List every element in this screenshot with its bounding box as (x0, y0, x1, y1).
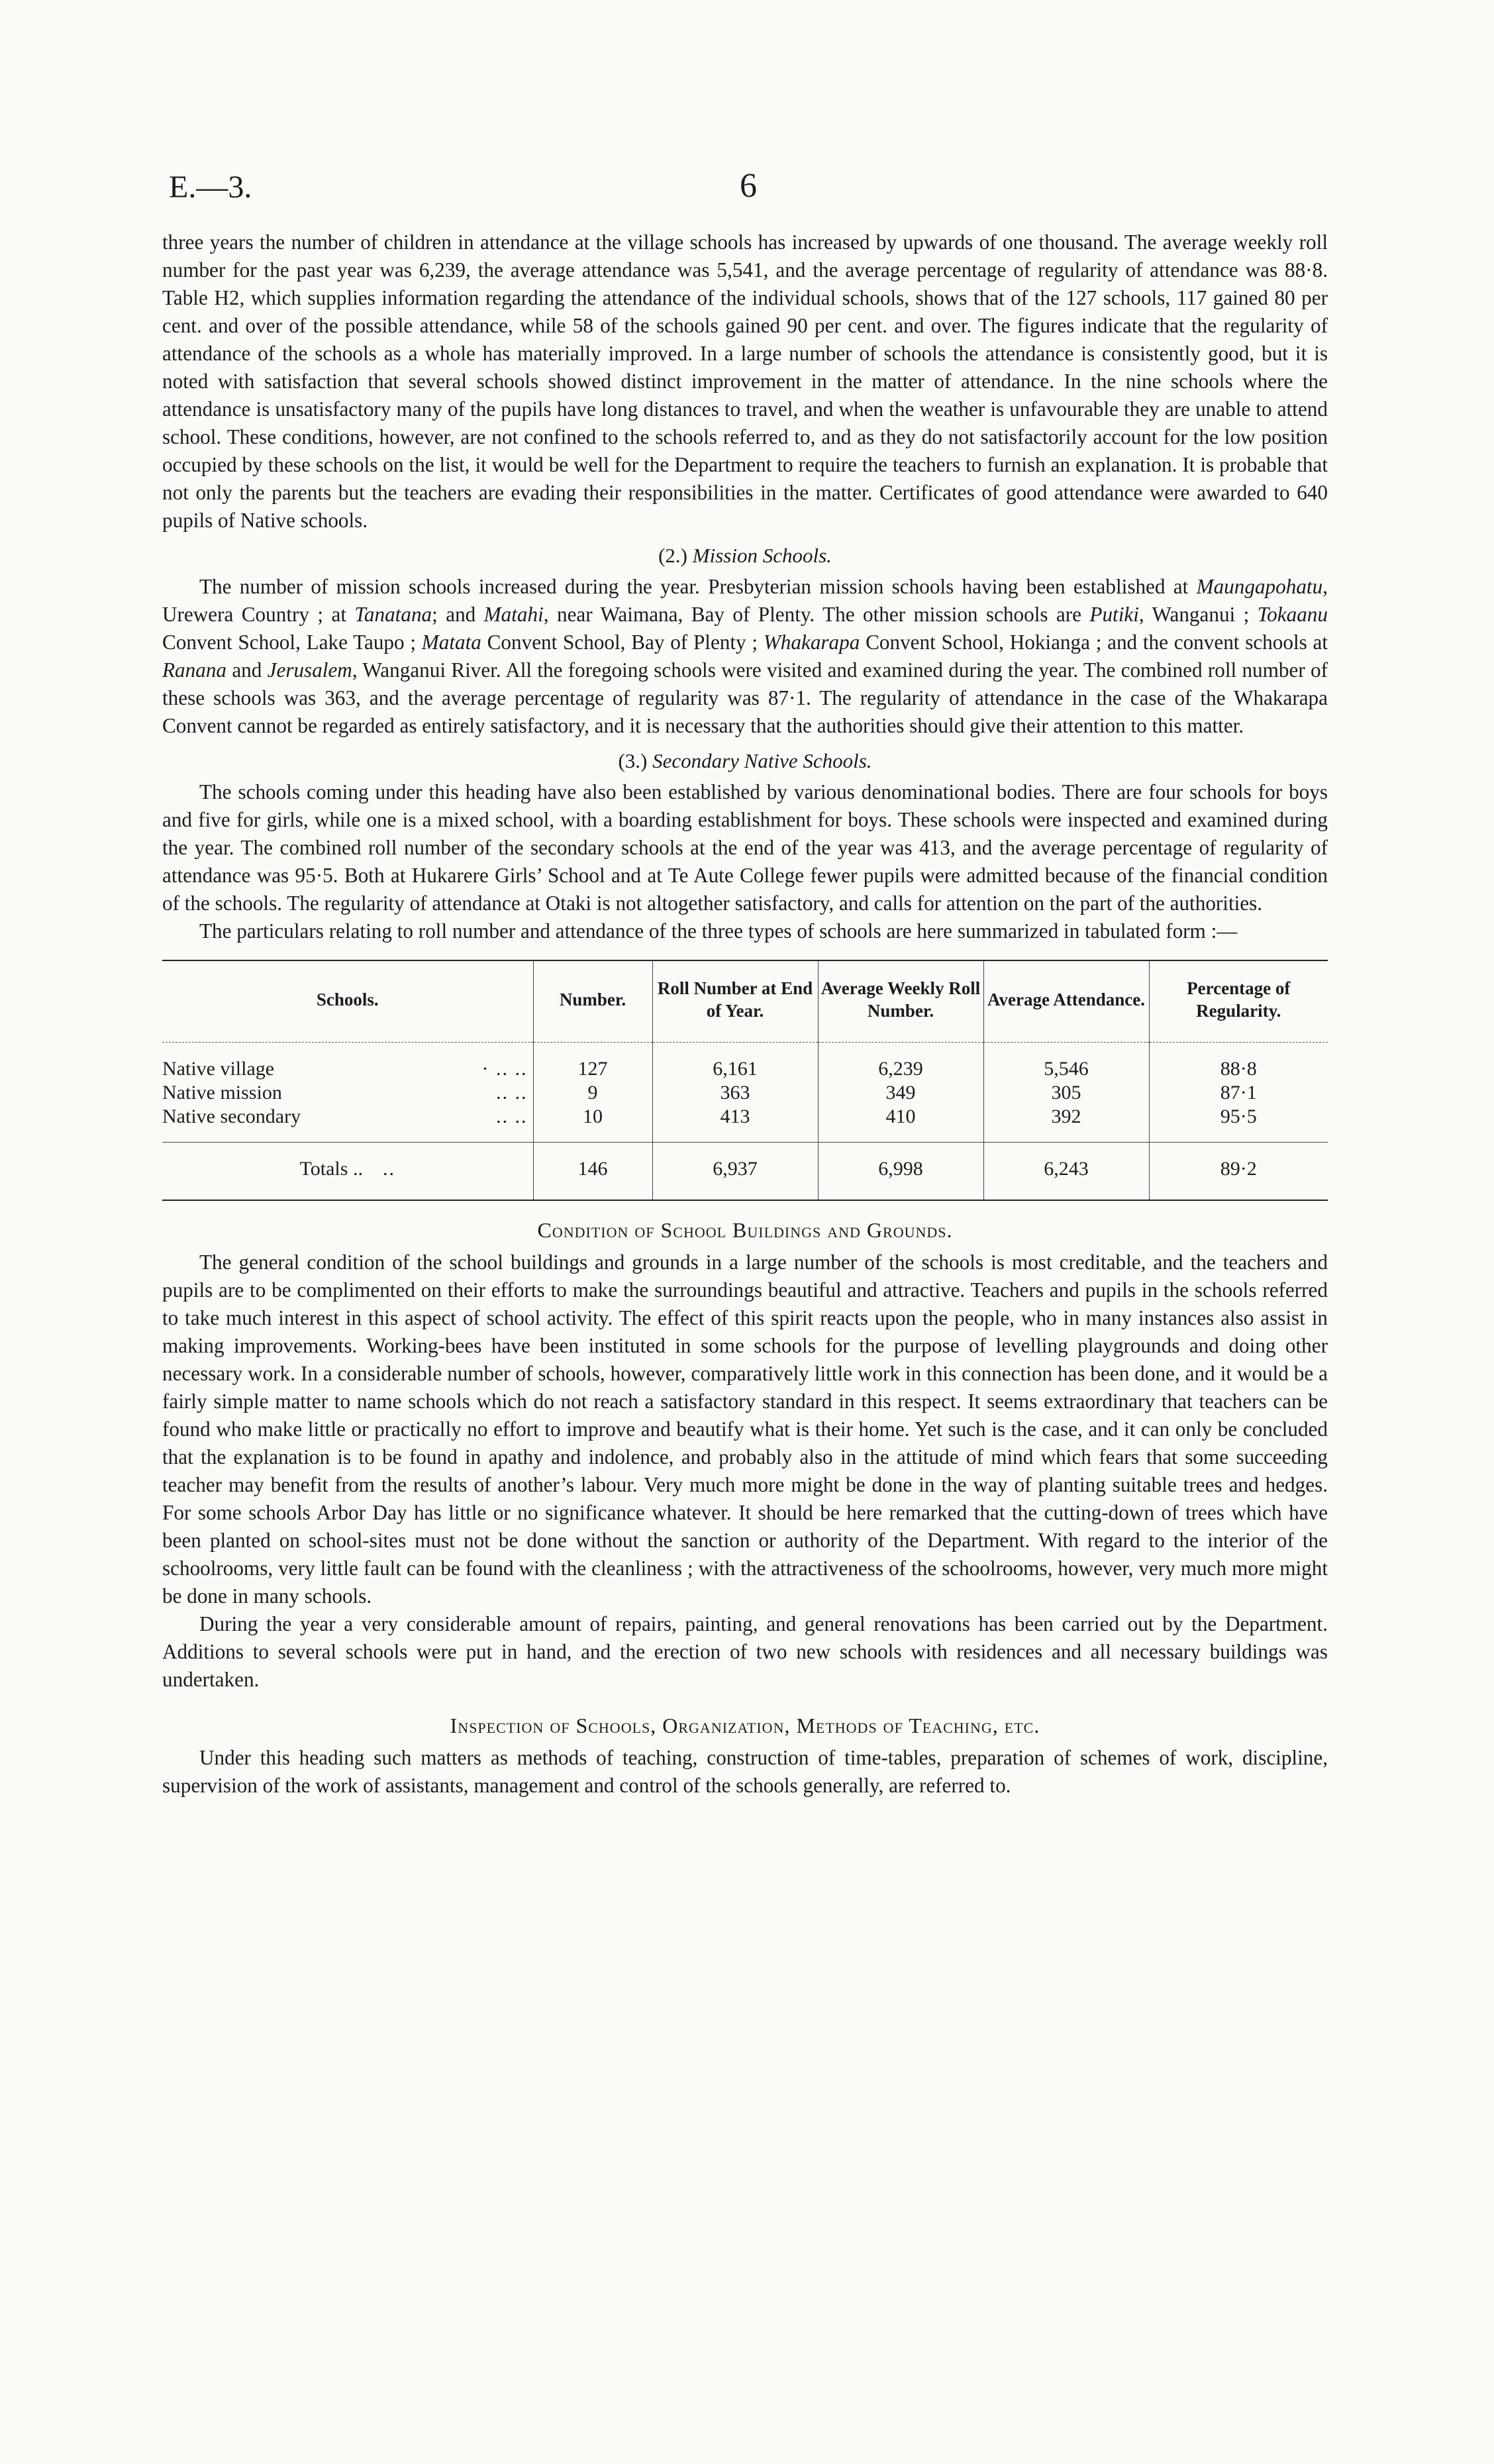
text-run: , near Waimana, Bay of Plenty. The other mission schools are (543, 603, 1090, 626)
place-name: Tokaanu (1257, 603, 1328, 626)
place-name: Ranana (162, 658, 227, 682)
totals-label: Totals .. (299, 1158, 363, 1180)
weekly-roll-cell: 6,998 (818, 1143, 983, 1201)
roll-cell: 6,161 (652, 1043, 818, 1082)
place-name: Matahi (483, 603, 544, 626)
number-cell: 9 (533, 1081, 652, 1105)
school-type-cell (162, 1081, 533, 1105)
text-run: The number of mission schools increased during the year. Presbyterian mission schools having been established at (199, 575, 1197, 598)
regularity-cell: 87·1 (1149, 1081, 1328, 1105)
school-type-cell (162, 1043, 533, 1082)
place-name: Maungapohatu (1196, 575, 1323, 598)
place-name: Jerusalem (267, 658, 352, 682)
roll-cell: 413 (652, 1105, 818, 1143)
mission-schools-paragraph (162, 573, 1328, 740)
document-reference: E.—3. (169, 170, 252, 205)
place-name: Putiki (1089, 603, 1139, 626)
repairs-paragraph: During the year a very considerable amount of repairs, painting, and general renovations has been carried out by the Department. Additions to several schools were put in hand, and the erection of two new schools with residences and all necessary buildings was undertaken. (162, 1612, 1328, 1691)
mission-heading-number: (2.) (658, 544, 688, 567)
school-type-cell (162, 1105, 533, 1143)
page-header (169, 169, 1328, 215)
totals-row (162, 1143, 1328, 1201)
weekly-roll-cell: 410 (818, 1105, 983, 1143)
place-name: Tanatana (354, 603, 432, 626)
text-run: , Urewera Country ; at (162, 575, 1328, 626)
text-run: Convent School, Hokianga ; and the convent schools at (860, 631, 1328, 654)
secondary-heading-number: (3.) (618, 749, 648, 772)
table-row (162, 1105, 1328, 1143)
inspection-paragraph: Under this heading such matters as methods of teaching, construction of time-tables, preparation of schemes of work, discipline, supervision of the work of assistants, management and control of the schools generally, are referred to. (162, 1746, 1328, 1797)
page-number: 6 (740, 167, 757, 205)
attendance-cell: 305 (983, 1081, 1149, 1105)
number-cell: 146 (533, 1143, 652, 1201)
number-cell: 127 (533, 1043, 652, 1082)
weekly-roll-cell: 349 (818, 1081, 983, 1105)
table-row (162, 1043, 1328, 1082)
buildings-paragraph: The general condition of the school buildings and grounds in a large number of the schools is most creditable, and the teachers and pupils are to be complimented on their efforts to make the surroundings beautiful and attractive. Teachers and pupils in the schools referred to take much interest in this aspect of school activity. The effect of this spirit reacts upon the people, who in many instances also assist in making improvements. Working-bees have been instituted in some schools for the purpose of levelling playgrounds and doing other necessary work. In a considerable number of schools, however, comparatively little work in this connection has been done, and it would be a fairly simple matter to name schools which do not reach a satisfactory standard in this respect. It seems extraordinary that teachers can be found who make little or practically no effort to improve and beautify what is their home. Yet such is the case, and it can only be concluded that the explanation is to be found in apathy and indolence, and probably also in the attitude of mind which fears that some succeeding teacher may benefit from the results of another’s labour. Very much more might be done in the way of planting suitable trees and hedges. For some schools Arbor Day has little or no significance whatever. It should be here remarked that the cutting-down of trees which have been planted on school-sites must not be done without the sanction or authority of the Department. With regard to the interior of the schoolrooms, very little fault can be found with the cleanliness ; with the attractiveness of the schoolrooms, however, very much more might be done in many schools. (162, 1251, 1328, 1608)
regularity-cell: 89·2 (1149, 1143, 1328, 1201)
column-header: Number. (533, 960, 652, 1043)
buildings-heading: Condition of School Buildings and Grounds. (537, 1218, 953, 1242)
leader-dots: .. .. (496, 1082, 528, 1104)
attendance-paragraph: three years the number of children in attendance at the village schools has increased by upwards of one thousand. The average weekly roll number for the past year was 6,239, the average attendance was 5,541, and the average percentage of regularity of attendance was 88·8. Table H2, which supplies information regarding the attendance of the individual schools, shows that of the 127 schools, 117 gained 80 per cent. and over of the possible attendance, while 58 of the schools gained 90 per cent. and over. The figures indicate that the regularity of attendance of the schools as a whole has materially improved. In a large number of schools the attendance is consistently good, but it is noted with satisfaction that several schools showed distinct improvement in the matter of attendance. In the nine schools where the attendance is unsatisfactory many of the pupils have long distances to travel, and when the weather is unfavourable they are unable to attend school. These conditions, however, are not confined to the schools referred to, and as they do not satisfactorily account for the low position occupied by these schools on the list, it would be well for the Department to require the teachers to furnish an explanation. It is probable that not only the parents but the teachers are evading their responsibilities in the matter. Certificates of good attendance were awarded to 640 pupils of Native schools. (162, 231, 1328, 532)
regularity-cell: 88·8 (1149, 1043, 1328, 1082)
place-name: Whakarapa (763, 631, 860, 654)
regularity-cell: 95·5 (1149, 1105, 1328, 1143)
attendance-cell: 5,546 (983, 1043, 1149, 1082)
column-header: Average Weekly Roll Number. (818, 960, 983, 1043)
inspection-heading: Inspection of Schools, Organization, Methods of Teaching, etc. (450, 1714, 1040, 1737)
table-row (162, 1081, 1328, 1105)
attendance-cell: 392 (983, 1105, 1149, 1143)
roll-cell: 363 (652, 1081, 818, 1105)
column-header: Percentage of Regularity. (1149, 960, 1328, 1043)
column-header: Average Attendance. (983, 960, 1149, 1043)
page-body (162, 229, 1328, 1800)
text-run: Convent School, Bay of Plenty ; (481, 631, 764, 654)
attendance-summary-table (162, 960, 1328, 1201)
column-header: Schools. (162, 960, 533, 1043)
leader-dots: · .. .. (481, 1058, 528, 1080)
table-header-row (162, 960, 1328, 1043)
attendance-cell: 6,243 (983, 1143, 1149, 1201)
table-intro-paragraph: The particulars relating to roll number and attendance of the three types of schools are here summarized in tabulated form :— (199, 919, 1238, 943)
school-type-label: Native mission (162, 1082, 282, 1104)
mission-schools-heading (162, 541, 1328, 570)
text-run: and (226, 658, 268, 682)
secondary-heading-title: Secondary Native Schools. (652, 749, 872, 772)
text-run: , Wanganui ; (1138, 603, 1258, 626)
leader-dots: .. .. (496, 1105, 528, 1127)
number-cell: 10 (533, 1105, 652, 1143)
secondary-schools-paragraph: The schools coming under this heading have also been established by various denominational bodies. There are four schools for boys and five for girls, while one is a mixed school, with a boarding establishment for boys. These schools were inspected and examined during the year. The combined roll number of the secondary schools at the end of the year was 413, and the average percentage of regularity of attendance was 95·5. Both at Hukarere Girls’ School and at Te Aute College fewer pupils were admitted because of the financial condition of the schools. The regularity of attendance at Otaki is not altogether satisfactory, and calls for attention on the part of the authorities. (162, 780, 1328, 915)
roll-cell: 6,937 (652, 1143, 818, 1201)
school-type-label: Native secondary (162, 1105, 301, 1127)
totals-label-cell (162, 1143, 533, 1201)
weekly-roll-cell: 6,239 (818, 1043, 983, 1082)
text-run: , Wanganui River. All the foregoing schools were visited and examined during the year. The combined roll number of these schools was 363, and the average percentage of regularity was 87·1. The regularity of attendance in the case of the Whakarapa Convent cannot be regarded as entirely satisfactory, and it is necessary that the authorities should give their attention to this matter. (162, 658, 1328, 737)
secondary-schools-heading (162, 746, 1328, 776)
column-header: Roll Number at End of Year. (652, 960, 818, 1043)
leader-dots: .. (382, 1158, 395, 1180)
text-run: ; and (432, 603, 484, 626)
school-type-label: Native village (162, 1058, 275, 1080)
mission-heading-title: Mission Schools. (692, 544, 832, 567)
place-name: Matata (421, 631, 481, 654)
text-run: Convent School, Lake Taupo ; (162, 631, 422, 654)
